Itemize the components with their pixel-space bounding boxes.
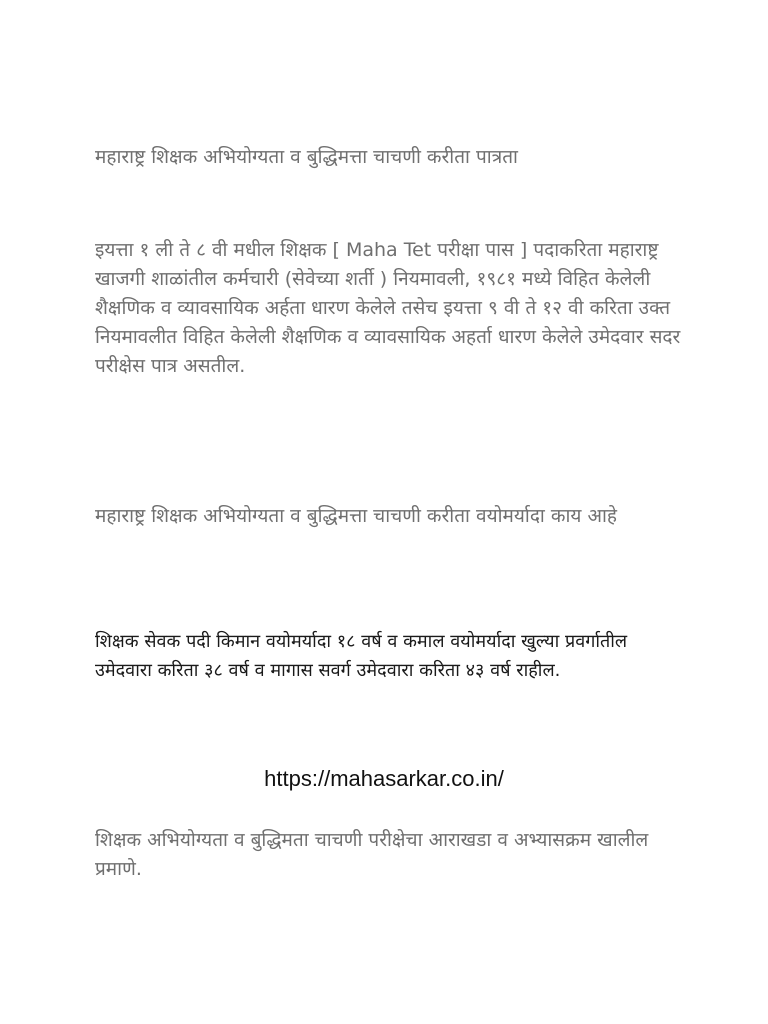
eligibility-paragraph: इयत्ता १ ली ते ८ वी मधील शिक्षक [ Maha Tet परीक्षा पास ] पदाकरिता महाराष्ट्र खाजगी शाळांतील कर्मचारी (सेवेच्या शर्ती ) नियमावली, १९८१ मध्ये विहित केलेली शैक्षणिक व व्यावसायिक अर्हता धारण केलेले तसेच इयत्ता ९ वी ते १२ वी करिता उक्त नियमावलीत विहित केलेली शैक्षणिक व व्यावसायिक अहर्ता धारण केलेले उमेदवार सदर परीक्षेस पात्र असतील.: [95, 239, 681, 377]
website-link[interactable]: https://mahasarkar.co.in/: [264, 766, 504, 791]
eligibility-heading: महाराष्ट्र शिक्षक अभियोग्यता व बुद्धिमत्ता चाचणी करीता पात्रता: [95, 146, 518, 168]
age-limit-heading: महाराष्ट्र शिक्षक अभियोग्यता व बुद्धिमत्ता चाचणी करीता वयोमर्यादा काय आहे: [95, 505, 617, 527]
syllabus-intro-paragraph: शिक्षक अभियोग्यता व बुद्धिमता चाचणी परीक्षेचा आराखडा व अभ्यासक्रम खालील प्रमाणे.: [95, 829, 649, 880]
age-limit-paragraph: शिक्षक सेवक पदी किमान वयोमर्यादा १८ वर्ष व कमाल वयोमर्यादा खुल्या प्रवर्गातील उमेदवारा करिता ३८ वर्ष व मागास सवर्ग उमेदवारा करिता ४३ वर्ष राहील.: [95, 631, 628, 681]
